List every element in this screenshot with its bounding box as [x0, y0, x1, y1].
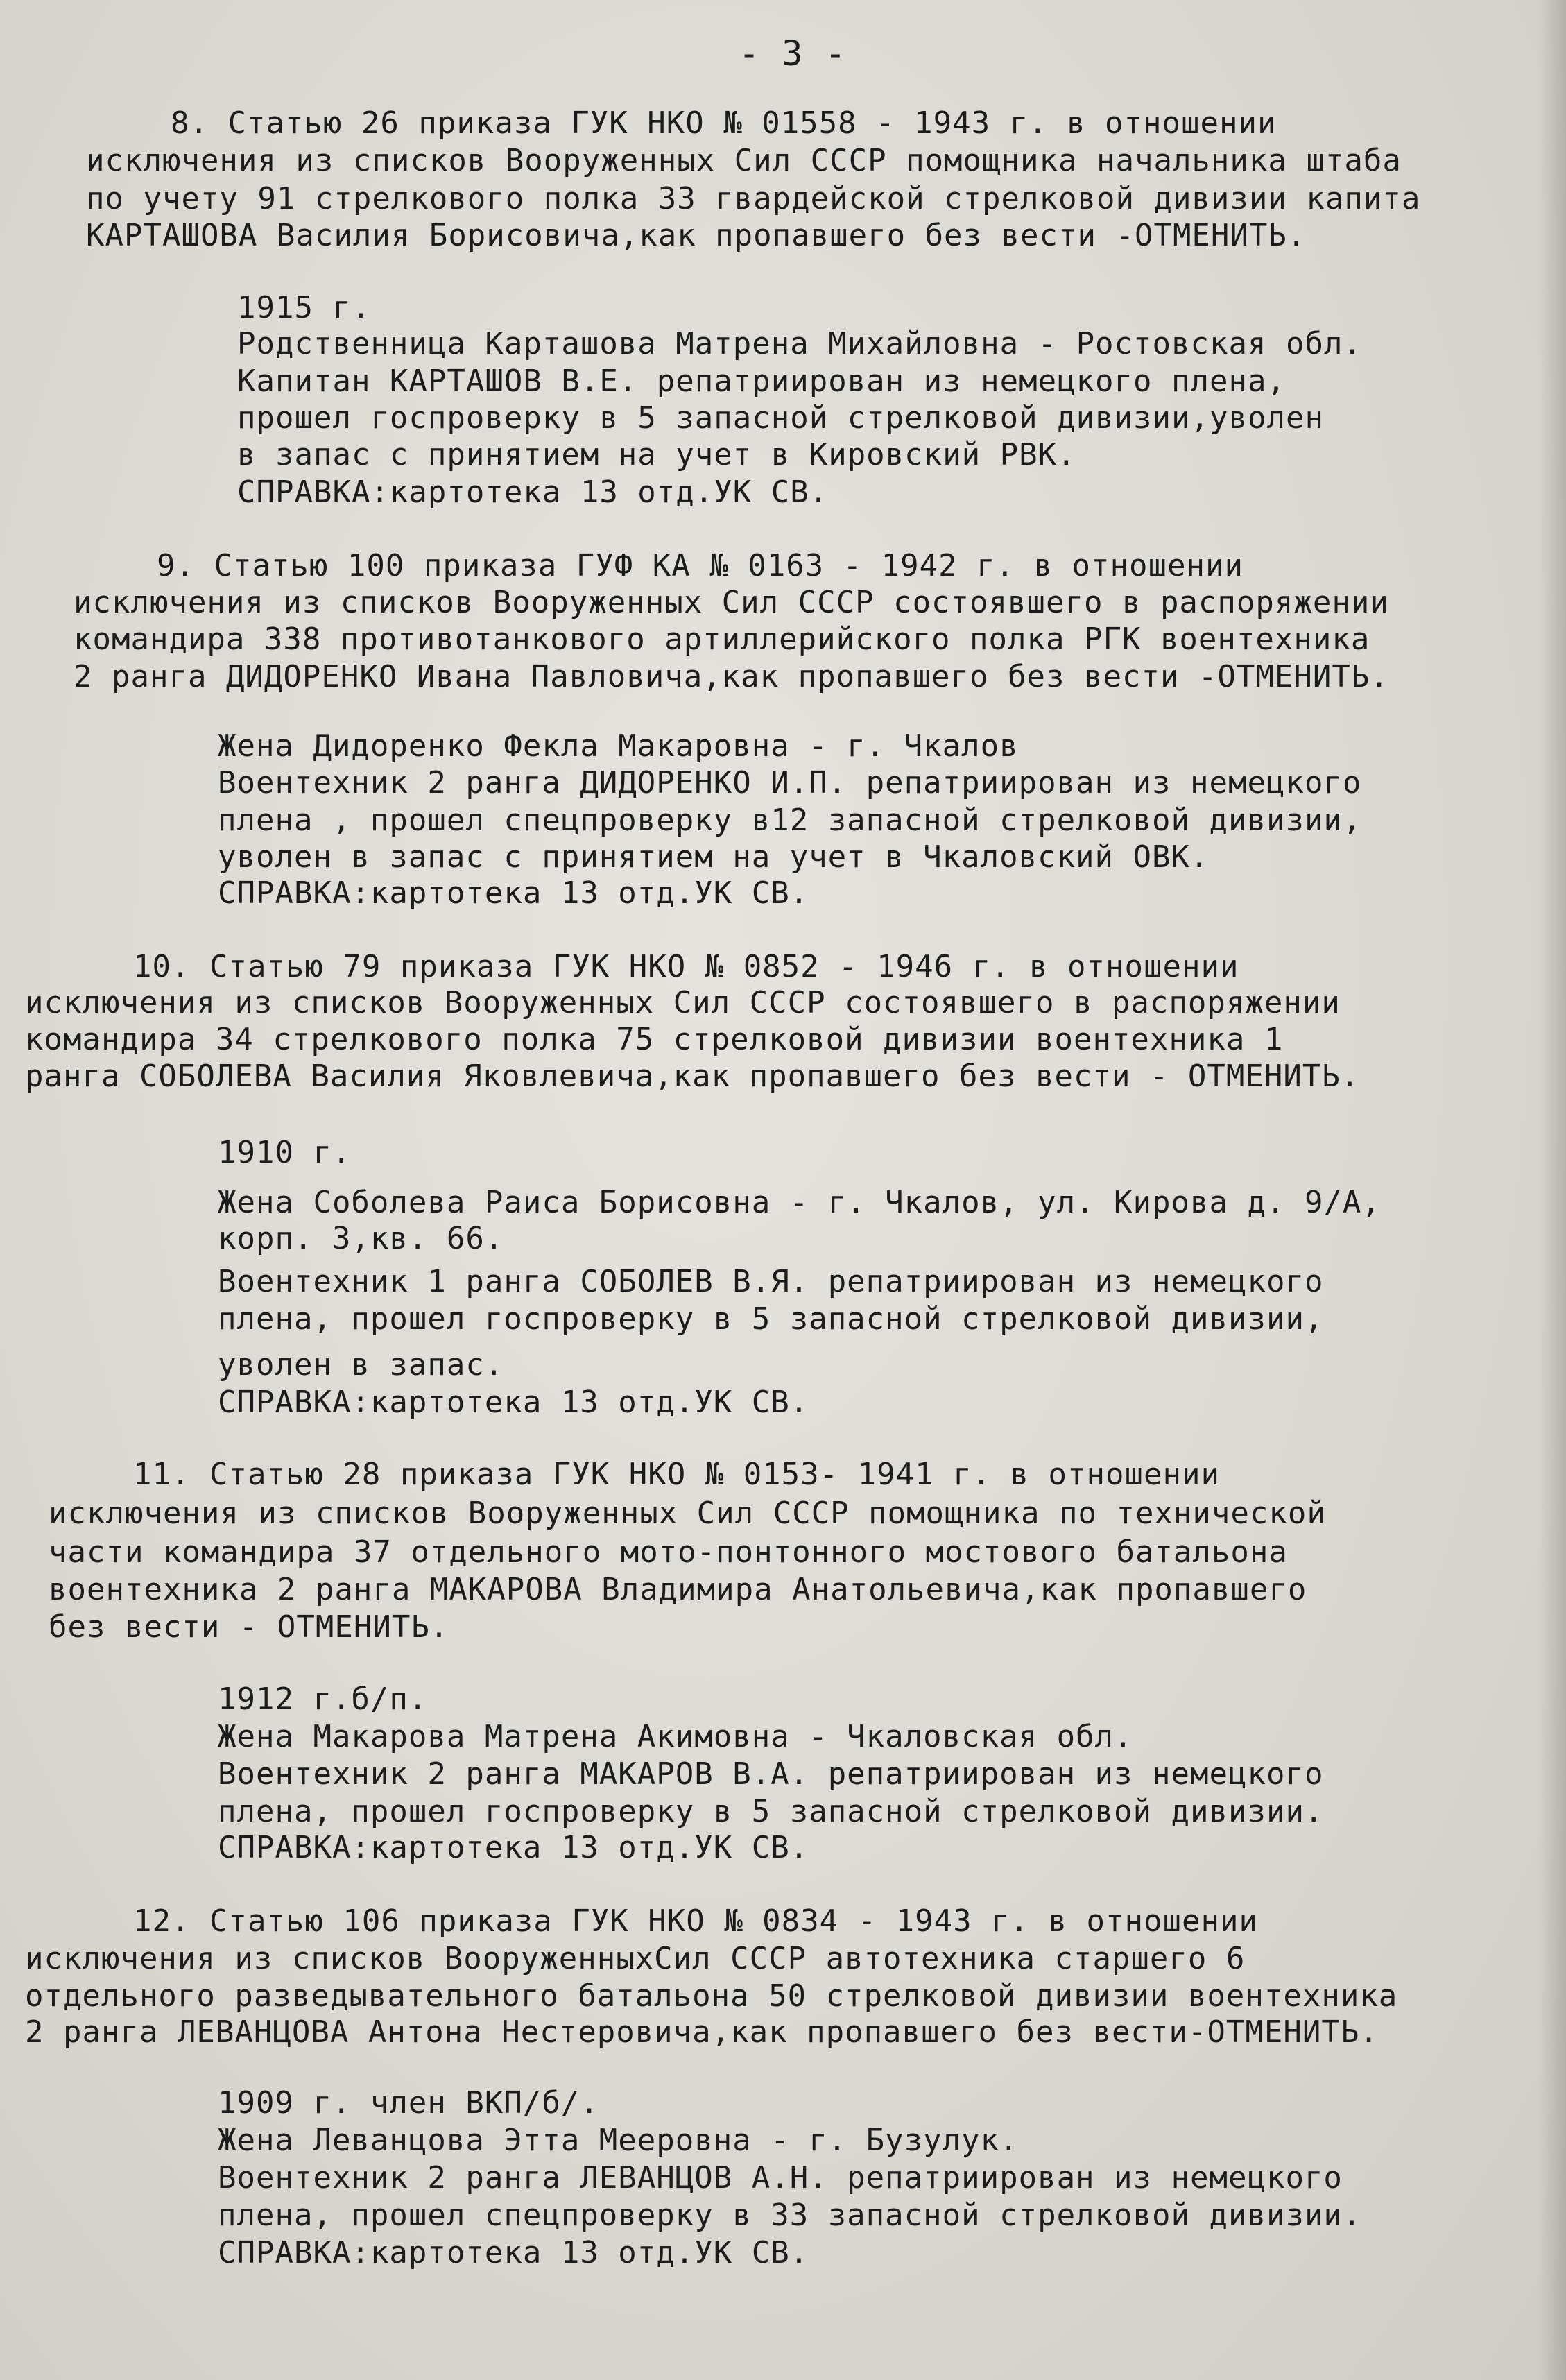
entry-10-detail-line: Жена Соболева Раиса Борисовна - г. Чкалов, ул. Кирова д. 9/А,	[218, 1185, 1381, 1220]
entry-11-detail-line: плена, прошел госпроверку в 5 запасной стрелковой дивизии.	[218, 1794, 1324, 1829]
entry-8-order-line: 8. Статью 26 приказа ГУК НКО № 01558 - 1943 г. в отношении	[171, 105, 1277, 141]
entry-9-order-line: 2 ранга ДИДОРЕНКО Ивана Павловича,как пропавшего без вести -ОТМЕНИТЬ.	[74, 659, 1389, 694]
entry-12-detail-line: СПРАВКА:картотека 13 отд.УК СВ.	[218, 2235, 809, 2270]
entry-12-detail-line: Жена Леванцова Этта Мееровна - г. Бузулук.	[218, 2123, 1019, 2158]
page-edge-shadow	[1538, 0, 1566, 2380]
entry-11-order-line: воентехника 2 ранга МАКАРОВА Владимира Анатольевича,как пропавшего	[49, 1572, 1307, 1607]
page-number: - 3 -	[739, 33, 847, 74]
entry-10-detail-line: 1910 г.	[218, 1135, 352, 1170]
entry-12-detail-line: плена, прошел спецпроверку в 33 запасной стрелковой дивизии.	[218, 2198, 1362, 2233]
entry-8-order-line: исключения из списков Вооруженных Сил СССР помощника начальника штаба	[86, 143, 1402, 178]
entry-9-detail-line: плена , прошел спецпроверку в12 запасной стрелковой дивизии,	[218, 803, 1362, 838]
entry-9-detail-line: Жена Дидоренко Фекла Макаровна - г. Чкалов	[218, 728, 1019, 764]
entry-9-order-line: 9. Статью 100 приказа ГУФ КА № 0163 - 1942 г. в отношении	[157, 548, 1244, 583]
entry-10-detail-line: плена, прошел госпроверку в 5 запасной стрелковой дивизии,	[218, 1301, 1324, 1337]
entry-12-order-line: отдельного разведывательного батальона 50 стрелковой дивизии воентехника	[25, 1978, 1398, 2014]
entry-8-detail-line: СПРАВКА:картотека 13 отд.УК СВ.	[237, 474, 829, 510]
entry-12-detail-line: Воентехник 2 ранга ЛЕВАНЦОВ А.Н. репатриирован из немецкого	[218, 2160, 1343, 2195]
entry-10-order-line: командира 34 стрелкового полка 75 стрелковой дивизии воентехника 1	[25, 1022, 1284, 1057]
entry-8-order-line: по учету 91 стрелкового полка 33 гвардейской стрелковой дивизии капита	[86, 181, 1421, 216]
entry-12-order-line: исключения из списков ВооруженныхСил СССР автотехника старшего 6	[25, 1941, 1246, 1976]
entry-11-order-line: исключения из списков Вооруженных Сил СССР помощника по технической	[49, 1496, 1326, 1531]
entry-12-order-line: 12. Статью 106 приказа ГУК НКО № 0834 - 1943 г. в отношении	[133, 1903, 1258, 1939]
entry-11-detail-line: Воентехник 2 ранга МАКАРОВ В.А. репатриирован из немецкого	[218, 1756, 1324, 1792]
entry-11-detail-line: 1912 г.б/п.	[218, 1681, 428, 1717]
entry-12-detail-line: 1909 г. член ВКП/б/.	[218, 2085, 599, 2121]
entry-10-detail-line: СПРАВКА:картотека 13 отд.УК СВ.	[218, 1385, 809, 1420]
entry-11-order-line: 11. Статью 28 приказа ГУК НКО № 0153- 1941 г. в отношении	[133, 1457, 1220, 1492]
entry-10-detail-line: корп. 3,кв. 66.	[218, 1221, 504, 1256]
entry-10-order-line: ранга СОБОЛЕВА Василия Яковлевича,как пропавшего без вести - ОТМЕНИТЬ.	[25, 1059, 1360, 1094]
entry-10-order-line: 10. Статью 79 приказа ГУК НКО № 0852 - 1946 г. в отношении	[133, 949, 1239, 984]
entry-9-order-line: командира 338 противотанкового артиллерийского полка РГК воентехника	[74, 622, 1370, 657]
entry-9-detail-line: СПРАВКА:картотека 13 отд.УК СВ.	[218, 875, 809, 911]
entry-8-order-line: КАРТАШОВА Василия Борисовича,как пропавшего без вести -ОТМЕНИТЬ.	[86, 218, 1307, 253]
entry-8-detail-line: Капитан КАРТАШОВ В.Е. репатриирован из немецкого плена,	[237, 363, 1286, 399]
entry-8-detail-line: прошел госпроверку в 5 запасной стрелковой дивизии,уволен	[237, 400, 1324, 436]
entry-11-detail-line: СПРАВКА:картотека 13 отд.УК СВ.	[218, 1830, 809, 1865]
entry-9-order-line: исключения из списков Вооруженных Сил СССР состоявшего в распоряжении	[74, 585, 1389, 620]
entry-8-detail-line: Родственница Карташова Матрена Михайловна - Ростовская обл.	[237, 326, 1362, 361]
entry-9-detail-line: уволен в запас с принятием на учет в Чкаловский ОВК.	[218, 839, 1210, 875]
entry-9-detail-line: Воентехник 2 ранга ДИДОРЕНКО И.П. репатриирован из немецкого	[218, 765, 1362, 801]
entry-12-order-line: 2 ранга ЛЕВАНЦОВА Антона Нестеровича,как пропавшего без вести-ОТМЕНИТЬ.	[25, 2014, 1379, 2050]
entry-10-detail-line: Воентехник 1 ранга СОБОЛЕВ В.Я. репатриирован из немецкого	[218, 1264, 1324, 1299]
entry-11-detail-line: Жена Макарова Матрена Акимовна - Чкаловская обл.	[218, 1719, 1133, 1754]
entry-10-detail-line: уволен в запас.	[218, 1347, 504, 1382]
entry-11-order-line: без вести - ОТМЕНИТЬ.	[49, 1609, 449, 1645]
entry-11-order-line: части командира 37 отдельного мото-понтонного мостового батальона	[49, 1534, 1288, 1570]
entry-8-detail-line: 1915 г.	[237, 290, 371, 325]
entry-8-detail-line: в запас с принятием на учет в Кировский РВК.	[237, 437, 1076, 472]
entry-10-order-line: исключения из списков Вооруженных Сил СССР состоявшего в распоряжении	[25, 985, 1341, 1020]
